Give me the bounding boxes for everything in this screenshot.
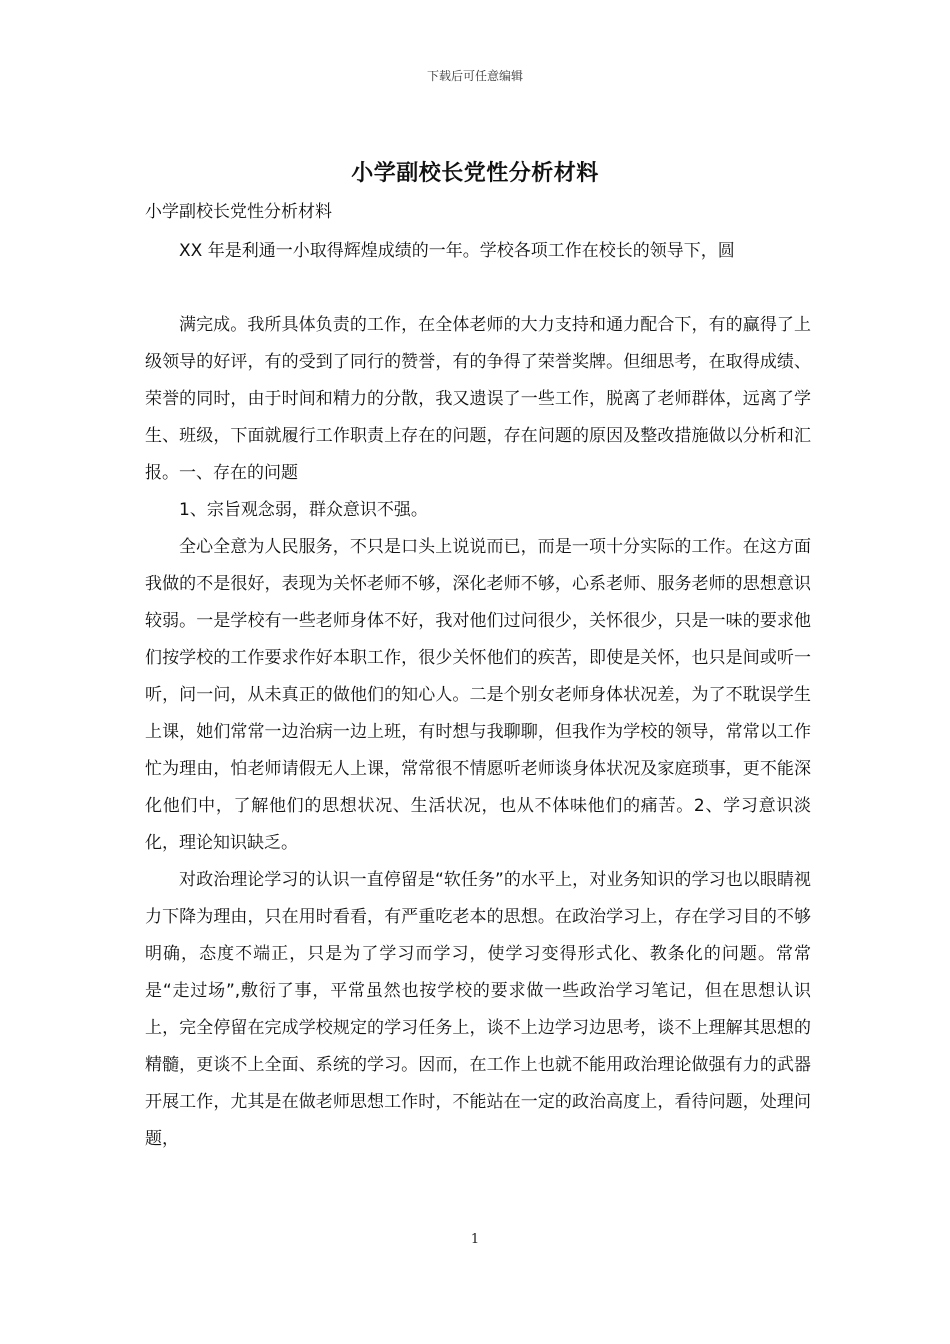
document-title: 小学副校长党性分析材料: [351, 161, 599, 186]
header-note: 下载后可任意编辑: [426, 69, 523, 83]
paragraph-1: 满完成。我所具体负责的工作，在全体老师的大力支持和通力配合下，有的赢得了上级领导的好评，有的受到了同行的赞誉，有的争得了荣誉奖牌。但细思考，在取得成绩、荣誉的同时，由于时间和精力的分散，我又遗误了一些工作，脱离了老师群体，远离了学生、班级，下面就履行工作职责上存在的问题，存在问题的原因及整改措施做以分析和汇报。一、存在的问题: [145, 315, 811, 483]
document-body: [145, 307, 811, 1158]
paragraph-2: 1、宗旨观念弱，群众意识不强。: [179, 500, 428, 520]
paragraph-3: 全心全意为人民服务，不只是口头上说说而已，而是一项十分实际的工作。在这方面我做的不是很好，表现为关怀老师不够，深化老师不够，心系老师、服务老师的思想意识较弱。一是学校有一些老师身体不好，我对他们过问很少，关怀很少，只是一味的要求他们按学校的工作要求作好本职工作，很少关怀他们的疾苦，即使是关怀，也只是间或听一听，问一问，从未真正的做他们的知心人。二是个别女老师身体状况差，为了不耽误学生上课，她们常常一边治病一边上班，有时想与我聊聊，但我作为学校的领导，常常以工作忙为理由，怕老师请假无人上课，常常很不情愿听老师谈身体状况及家庭琐事，更不能深化他们中，了解他们的思想状况、生活状况，也从不体味他们的痛苦。2、学习意识淡化，理论知识缺乏。: [145, 537, 811, 853]
paragraph-4: 对政治理论学习的认识一直停留是“软任务”的水平上，对业务知识的学习也以眼睛视力下降为理由，只在用时看看，有严重吃老本的思想。在政治学习上，存在学习目的不够明确，态度不端正，只是为了学习而学习，使学习变得形式化、教条化的问题。常常是“走过场”,敷衍了事，平常虽然也按学校的要求做一些政治学习笔记，但在思想认识上，完全停留在完成学校规定的学习任务上，谈不上边学习边思考，谈不上理解其思想的精髓，更谈不上全面、系统的学习。因而，在工作上也就不能用政治理论做强有力的武器开展工作，尤其是在做老师思想工作时，不能站在一定的政治高度上，看待问题，处理问题，: [145, 870, 811, 1149]
document-subtitle: 小学副校长党性分析材料: [145, 202, 332, 222]
intro-line: XX 年是利通一小取得辉煌成绩的一年。学校各项工作在校长的领导下，圆: [179, 241, 735, 261]
page-number: 1: [470, 1232, 480, 1247]
